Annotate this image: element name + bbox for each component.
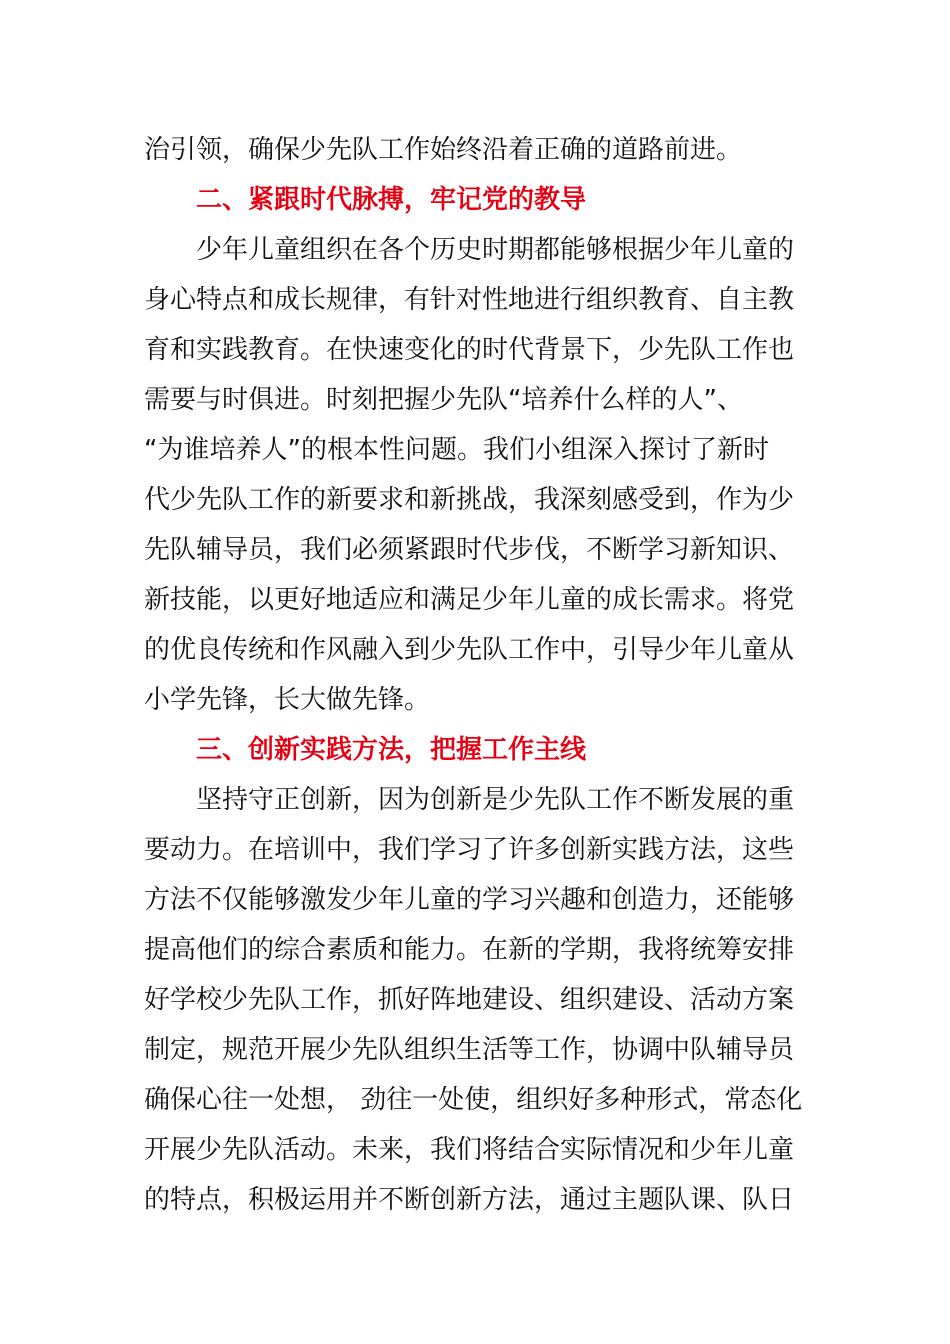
paragraph-first-line: 坚持守正创新，因为创新是少先队工作不断发展的重 [196, 785, 795, 815]
body-line: 方法不仅能够激发少年儿童的学习兴趣和创造力，还能够 [144, 885, 795, 915]
section-heading-2: 二、紧跟时代脉搏，牢记党的教导 [196, 185, 587, 215]
body-line: 治引领，确保少先队工作始终沿着正确的道路前进。 [144, 135, 743, 165]
body-line: 好学校少先队工作，抓好阵地建设、组织建设、活动方案 [144, 985, 795, 1015]
body-line: “为谁培养人”的根本性问题。我们小组深入探讨了新时 [144, 435, 769, 465]
body-line: 需要与时俱进。时刻把握少先队“培养什么样的人”、 [144, 385, 743, 415]
body-line: 新技能，以更好地适应和满足少年儿童的成长需求。将党 [144, 585, 795, 615]
body-line: 提高他们的综合素质和能力。在新的学期，我将统筹安排 [144, 935, 795, 965]
body-line: 小学先锋，长大做先锋。 [144, 685, 431, 715]
body-line: 先队辅导员，我们必须紧跟时代步伐，不断学习新知识、 [144, 535, 795, 565]
body-line: 的优良传统和作风融入到少先队工作中，引导少年儿童从 [144, 635, 795, 665]
body-line: 要动力。在培训中，我们学习了许多创新实践方法，这些 [144, 835, 795, 865]
body-line: 育和实践教育。在快速变化的时代背景下，少先队工作也 [144, 335, 795, 365]
body-line: 开展少先队活动。未来，我们将结合实际情况和少年儿童 [144, 1135, 795, 1165]
paragraph-first-line: 少年儿童组织在各个历史时期都能够根据少年儿童的 [196, 235, 795, 265]
body-line: 制定，规范开展少先队组织生活等工作，协调中队辅导员 [144, 1035, 795, 1065]
section-heading-3: 三、创新实践方法，把握工作主线 [196, 735, 587, 765]
body-line: 确保心往一处想， 劲往一处使，组织好多种形式，常态化 [144, 1085, 803, 1115]
body-line: 代少先队工作的新要求和新挑战，我深刻感受到，作为少 [144, 485, 795, 515]
body-line: 的特点，积极运用并不断创新方法，通过主题队课、队日 [144, 1185, 795, 1215]
body-line: 身心特点和成长规律，有针对性地进行组织教育、自主教 [144, 285, 795, 315]
